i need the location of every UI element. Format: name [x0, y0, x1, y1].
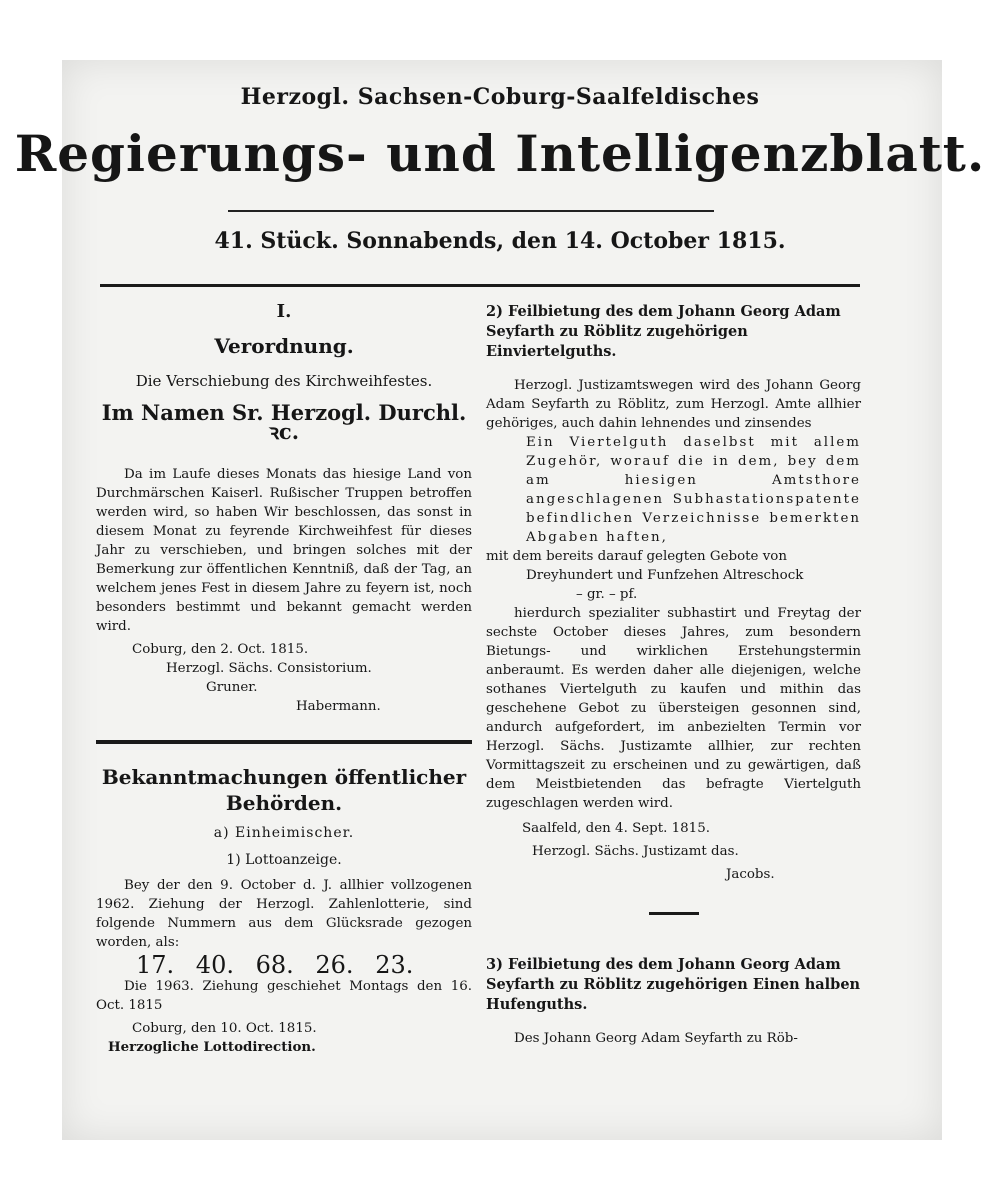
decree-date: Coburg, den 2. Oct. 1815. — [132, 642, 309, 657]
masthead-title: Regierungs- und Intelligenzblatt. — [14, 124, 986, 183]
item2-amount: Dreyhundert und Funfzehen Altreschock — [526, 568, 804, 583]
lotto-heading: 1) Lottoanzeige. — [226, 852, 342, 868]
lotto-text: Bey der den 9. October d. J. allhier vollzogenen 1962. Ziehung der Herzogl. Zahlenlotterie, sind folgende Nummern aus dem Glücksrade gezogen worden, als: — [96, 878, 472, 950]
lotto-date: Coburg, den 10. Oct. 1815. — [132, 1021, 317, 1036]
masthead-rule — [228, 210, 714, 212]
section-number: I. — [276, 301, 292, 322]
item2-date: Saalfeld, den 4. Sept. 1815. — [522, 821, 710, 836]
item-separator — [649, 912, 699, 915]
item3-start: Des Johann Georg Adam Seyfarth zu Röb- — [514, 1031, 798, 1046]
item2-heading: 2) Feilbietung des dem Johann Georg Adam Seyfarth zu Röblitz zugehörigen Einviertelguths. — [486, 303, 841, 360]
decree-body: Da im Laufe dieses Monats das hiesige Land von Durchmärschen Kaiserl. Rußischer Truppen betroffen werden wird, so haben Wir beschlossen, das sonst in diesem Monat zu feyrende Kirchweihfest für dieses Jahr zu verschieben, und bringen solches mit der Bemerkung zur öffentlichen Kenntniß, daß der Tag, an welchem jenes Fest in diesem Jahre zu feyern ist, noch besonders bestimmt und bekannt gemacht werden wird. — [96, 467, 472, 634]
decree-formula: Im Namen Sr. Herzogl. Durchl. ꝛc. — [101, 400, 467, 444]
item2-intro: Herzogl. Justizamtswegen wird des Johann Georg Adam Seyfarth zu Röblitz, zum Herzogl. Amte allhier gehöriges, auch dahin lehnendes und zinsendes — [486, 378, 861, 431]
decree-subject: Die Verschiebung des Kirchweihfestes. — [135, 372, 433, 390]
right-column — [486, 302, 861, 1048]
header-divider — [100, 284, 860, 287]
issue-line: 41. Stück. Sonnabends, den 14. October 1815. — [214, 228, 786, 254]
item2-signer: Jacobs. — [726, 867, 775, 882]
left-column — [96, 302, 472, 1057]
section-title: Verordnung. — [214, 334, 354, 358]
decree-signer-2: Habermann. — [296, 699, 381, 714]
item2-price: – gr. – pf. — [576, 587, 638, 602]
item2-object-text: Ein Viertelguth daselbst mit allem Zugehör, worauf die in dem, bey dem am hiesigen Amtsthore angeschlagenen Subhastationspatente befindlichen Verzeichnisse bemerkten Abgaben haften, — [526, 435, 861, 545]
decree-authority: Herzogl. Sächs. Consistorium. — [166, 661, 372, 676]
item2-object — [486, 433, 861, 547]
announcements-title: Bekanntmachungen öffentlicher Behörden. — [101, 765, 467, 815]
item2-text: hierdurch spezialiter subhastirt und Freytag der sechste October dieses Jahres, zum besondern Bietungs- und wirklichen Erstehungstermin anberaumt. Es werden daher alle diejenigen, welche sothanes Viertelguth zu kaufen und mithin das geschehene Gebot zu übersteigen gesonnen sind, andurch aufgefordert, im anbezielten Termin vor Herzogl. Sächs. Justizamte allhier, zur rechten Vormittagszeit zu erscheinen und zu gewärtigen, daß dem Meistbietenden das befragte Viertelguth zugeschlagen werden wird. — [486, 606, 861, 811]
lotto-next-draw: Die 1963. Ziehung geschiehet Montags den 16. Oct. 1815 — [96, 979, 472, 1013]
item3-heading: 3) Feilbietung des dem Johann Georg Adam Seyfarth zu Röblitz zugehörigen Einen halben Hufenguths. — [486, 956, 861, 1013]
item2-authority: Herzogl. Sächs. Justizamt das. — [532, 844, 739, 859]
lotto-numbers: 17. 40. 68. 26. 23. — [136, 951, 414, 979]
decree-signer-1: Gruner. — [206, 680, 258, 695]
section-separator — [96, 740, 472, 744]
announcements-subsection: a) Einheimischer. — [213, 825, 355, 841]
masthead-supertitle: Herzogl. Sachsen-Coburg-Saalfeldisches — [240, 84, 760, 110]
item2-bid: mit dem bereits darauf gelegten Gebote von — [486, 549, 787, 564]
lotto-signoff: Herzogliche Lottodirection. — [108, 1039, 316, 1055]
